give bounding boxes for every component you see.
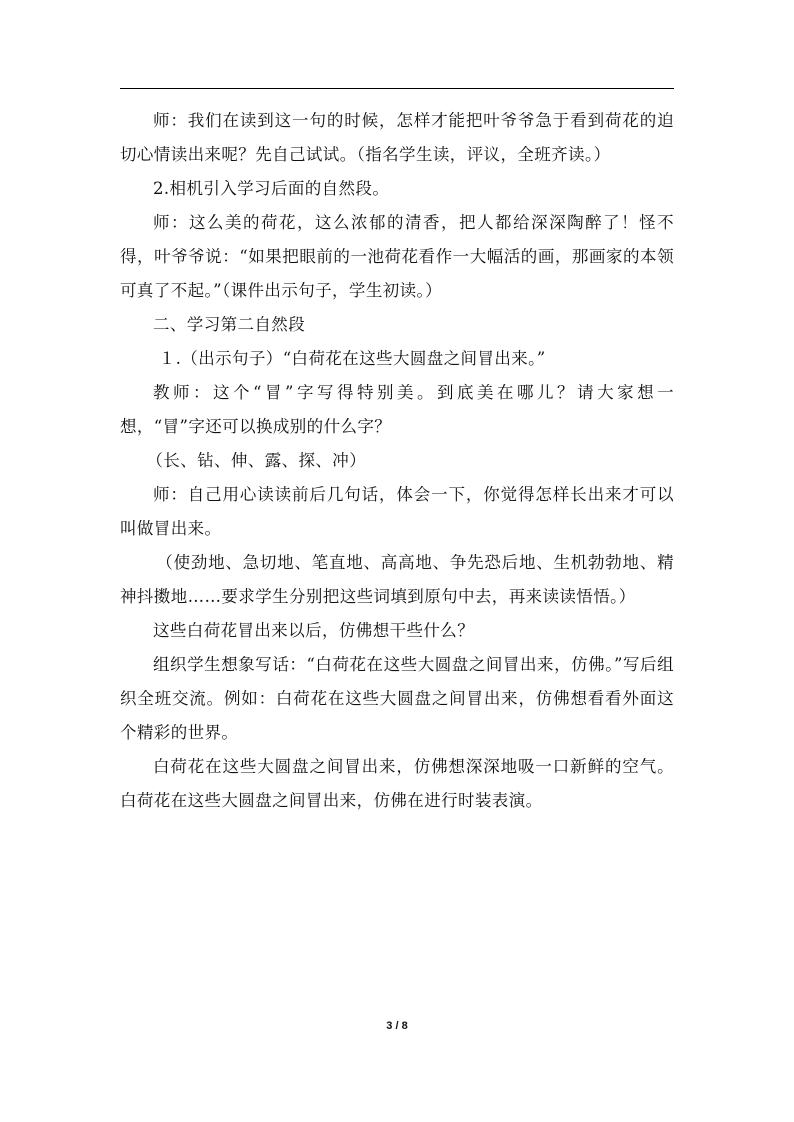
paragraph-7: （长、钻、伸、露、探、冲） (146, 451, 367, 470)
paragraph-1: 师：我们在读到这一句的时候，怎样才能把叶爷爷急于看到荷花的迫切心情读出来呢？先自己试试。（指名学生读，评议，全班齐读。） (120, 111, 674, 164)
paragraph-2: 2.相机引入学习后面的自然段。 (153, 179, 390, 198)
body-text (120, 104, 674, 818)
paragraph-10: 这些白荷花冒出来以后，仿佛想干些什么？ (153, 621, 475, 640)
paragraph-3: 师：这么美的荷花，这么浓郁的清香，把人都给深深陶醉了！怪不得，叶爷爷说：“如果把眼前的一池荷花看作一大幅活的画，那画家的本领可真了不起。”（课件出示句子，学生初读。） (120, 213, 674, 300)
paragraph-8: 师：自己用心读读前后几句话，体会一下，你觉得怎样长出来才可以叫做冒出来。 (120, 485, 674, 538)
paragraph-11: 组织学生想象写话：“白荷花在这些大圆盘之间冒出来，仿佛。”写后组织全班交流。例如：白荷花在这些大圆盘之间冒出来，仿佛想看看外面这个精彩的世界。 (120, 655, 674, 742)
paragraph-5: １.（出示句子）“白荷花在这些大圆盘之间冒出来。” (158, 349, 546, 368)
paragraph-12: 白荷花在这些大圆盘之间冒出来，仿佛想深深地吸一口新鲜的空气。白荷花在这些大圆盘之间冒出来，仿佛在进行时装表演。 (120, 757, 674, 810)
paragraph-9: （使劲地、急切地、笔直地、高高地、争先恐后地、生机勃勃地、精神抖擞地……要求学生分别把这些词填到原句中去，再来读读悟悟。） (120, 553, 674, 606)
header-rule (120, 88, 674, 89)
page-number: 3 / 8 (386, 1020, 408, 1032)
section-heading: 二、学习第二自然段 (153, 315, 306, 334)
paragraph-6: 教师：这个“冒”字写得特别美。到底美在哪儿？请大家想一想，“冒”字还可以换成别的什么字？ (120, 383, 674, 436)
